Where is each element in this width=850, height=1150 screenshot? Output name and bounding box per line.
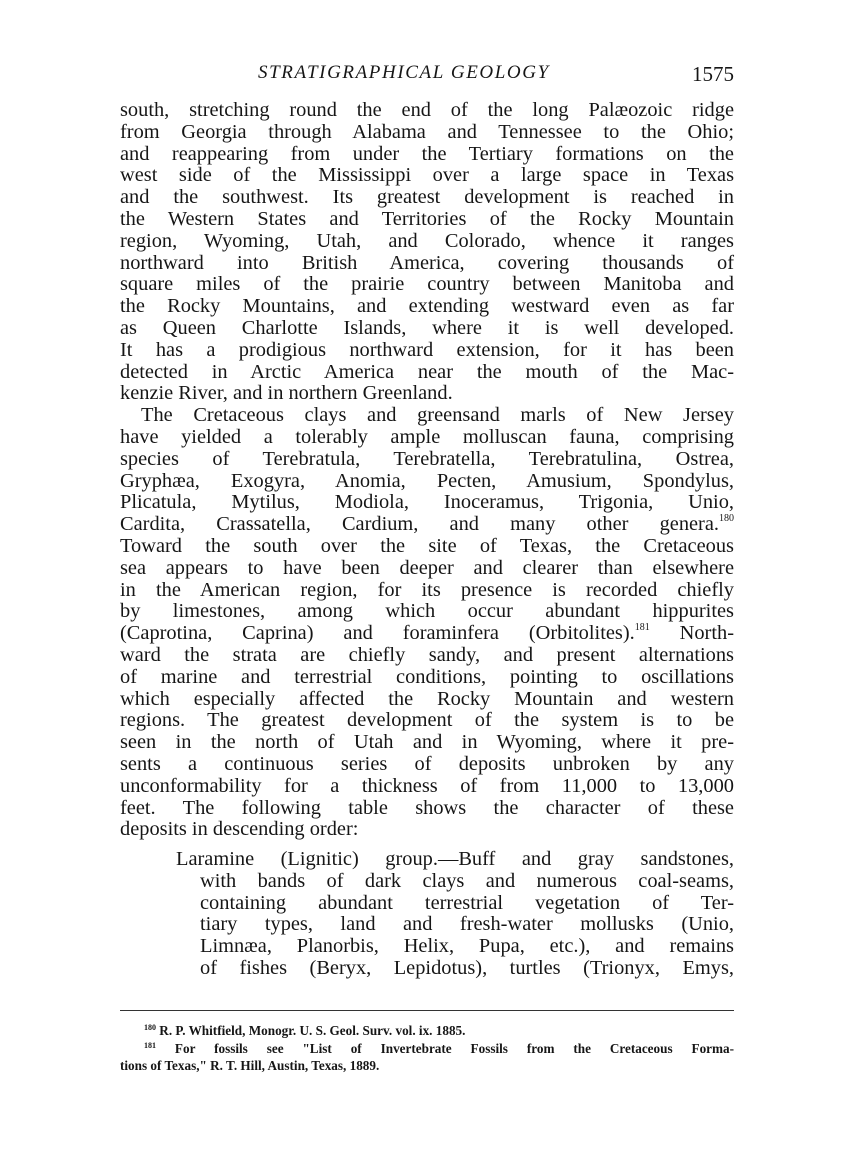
text-line: It has a prodigious northward extension, for it has been: [120, 338, 734, 361]
text-line: Toward the south over the site of Texas, the Cretaceous: [120, 534, 734, 557]
text-line: [120, 514, 734, 536]
text-line: northward into British America, covering thousands of: [120, 251, 734, 274]
extract-line: tiary types, land and fresh-water mollusks (Unio,: [200, 913, 734, 936]
text-line: have yielded a tolerably ample molluscan fauna, comprising: [120, 425, 734, 448]
text-line: south, stretching round the end of the long Palæozoic ridge: [120, 99, 734, 121]
text-line: unconformability for a thickness of from 11,000 to 13,000: [120, 774, 734, 797]
footnotes: [120, 1022, 734, 1075]
text-line: and the southwest. Its greatest development is reached in: [120, 186, 734, 209]
footnote-ref-180[interactable]: 180: [719, 513, 734, 525]
text-line: regions. The greatest development of the system is to be: [120, 709, 734, 732]
line-text: Cardita, Crassatella, Cardium, and many other genera.: [120, 513, 719, 536]
main-text: [120, 100, 734, 980]
footnote-180: [120, 1022, 734, 1040]
extract-line: Laramine (Lignitic) group.—Buff and gray sandstones,: [176, 848, 734, 871]
extract-line: with bands of dark clays and numerous coal-seams,: [200, 869, 734, 892]
text-line: feet. The following table shows the character of these: [120, 796, 734, 819]
paragraph-continuation: [120, 100, 734, 405]
text-line: as Queen Charlotte Islands, where it is well developed.: [120, 316, 734, 339]
running-head: STRATIGRAPHICAL GEOLOGY: [258, 62, 550, 83]
text-line: square miles of the prairie country between Manitoba and: [120, 273, 734, 296]
footnote-number: 180: [144, 1023, 156, 1032]
footnote-divider: [120, 1010, 734, 1011]
page-header: [120, 62, 740, 90]
footnote-text: For fossils see "List of Invertebrate Fossils from the Cretaceous Forma-: [156, 1040, 734, 1056]
extract-line: Limnæa, Planorbis, Helix, Pupa, etc.), and remains: [200, 935, 734, 958]
table-extract: [120, 849, 734, 980]
text-line: species of Terebratula, Terebratella, Terebratulina, Ostrea,: [120, 447, 734, 470]
footnote-number: 181: [144, 1040, 156, 1050]
footnote-181: [120, 1040, 734, 1058]
text-line: The Cretaceous clays and greensand marls of New Jersey: [141, 404, 734, 427]
text-line: kenzie River, and in northern Greenland.: [120, 382, 453, 405]
footnote-181-continued: tions of Texas," R. T. Hill, Austin, Texas, 1889.: [120, 1058, 380, 1073]
footnote-ref-181[interactable]: 181: [634, 622, 650, 634]
text-line: seen in the north of Utah and in Wyoming, where it pre-: [120, 731, 734, 754]
text-line: by limestones, among which occur abundant hippurites: [120, 600, 734, 623]
extract-line: containing abundant terrestrial vegetation of Ter-: [200, 891, 734, 914]
extract-line: of fishes (Beryx, Lepidotus), turtles (Trionyx, Emys,: [200, 957, 734, 980]
text-line: Plicatula, Mytilus, Modiola, Inoceramus, Trigonia, Unio,: [120, 491, 734, 514]
text-line: the Rocky Mountains, and extending westward even as far: [120, 295, 734, 318]
footnote-text: R. P. Whitfield, Monogr. U. S. Geol. Surv. vol. ix. 1885.: [156, 1023, 466, 1038]
text-line: sents a continuous series of deposits unbroken by any: [120, 752, 734, 775]
text-line: region, Wyoming, Utah, and Colorado, whence it ranges: [120, 229, 734, 252]
text-line: the Western States and Territories of the Rocky Mountain: [120, 207, 734, 230]
text-line: Gryphæa, Exogyra, Anomia, Pecten, Amusium, Spondylus,: [120, 469, 734, 492]
text-line: which especially affected the Rocky Mountain and western: [120, 687, 734, 710]
text-line: [120, 623, 734, 645]
text-line: ward the strata are chiefly sandy, and present alternations: [120, 643, 734, 666]
line-text: North-: [649, 622, 734, 645]
text-line: in the American region, for its presence is recorded chiefly: [120, 578, 734, 601]
line-text: (Caprotina, Caprina) and foraminfera (Orbitolites).: [120, 622, 635, 645]
text-line: west side of the Mississippi over a large space in Texas: [120, 164, 734, 187]
paragraph-cretaceous: [120, 405, 734, 841]
text-line: deposits in descending order:: [120, 818, 359, 841]
page-number: 1575: [692, 62, 734, 86]
text-line: and reappearing from under the Tertiary formations on the: [120, 142, 734, 165]
text-line: of marine and terrestrial conditions, pointing to oscillations: [120, 665, 734, 688]
text-line: sea appears to have been deeper and clearer than elsewhere: [120, 556, 734, 579]
text-line: detected in Arctic America near the mouth of the Mac-: [120, 360, 734, 383]
text-line: from Georgia through Alabama and Tennessee to the Ohio;: [120, 120, 734, 143]
